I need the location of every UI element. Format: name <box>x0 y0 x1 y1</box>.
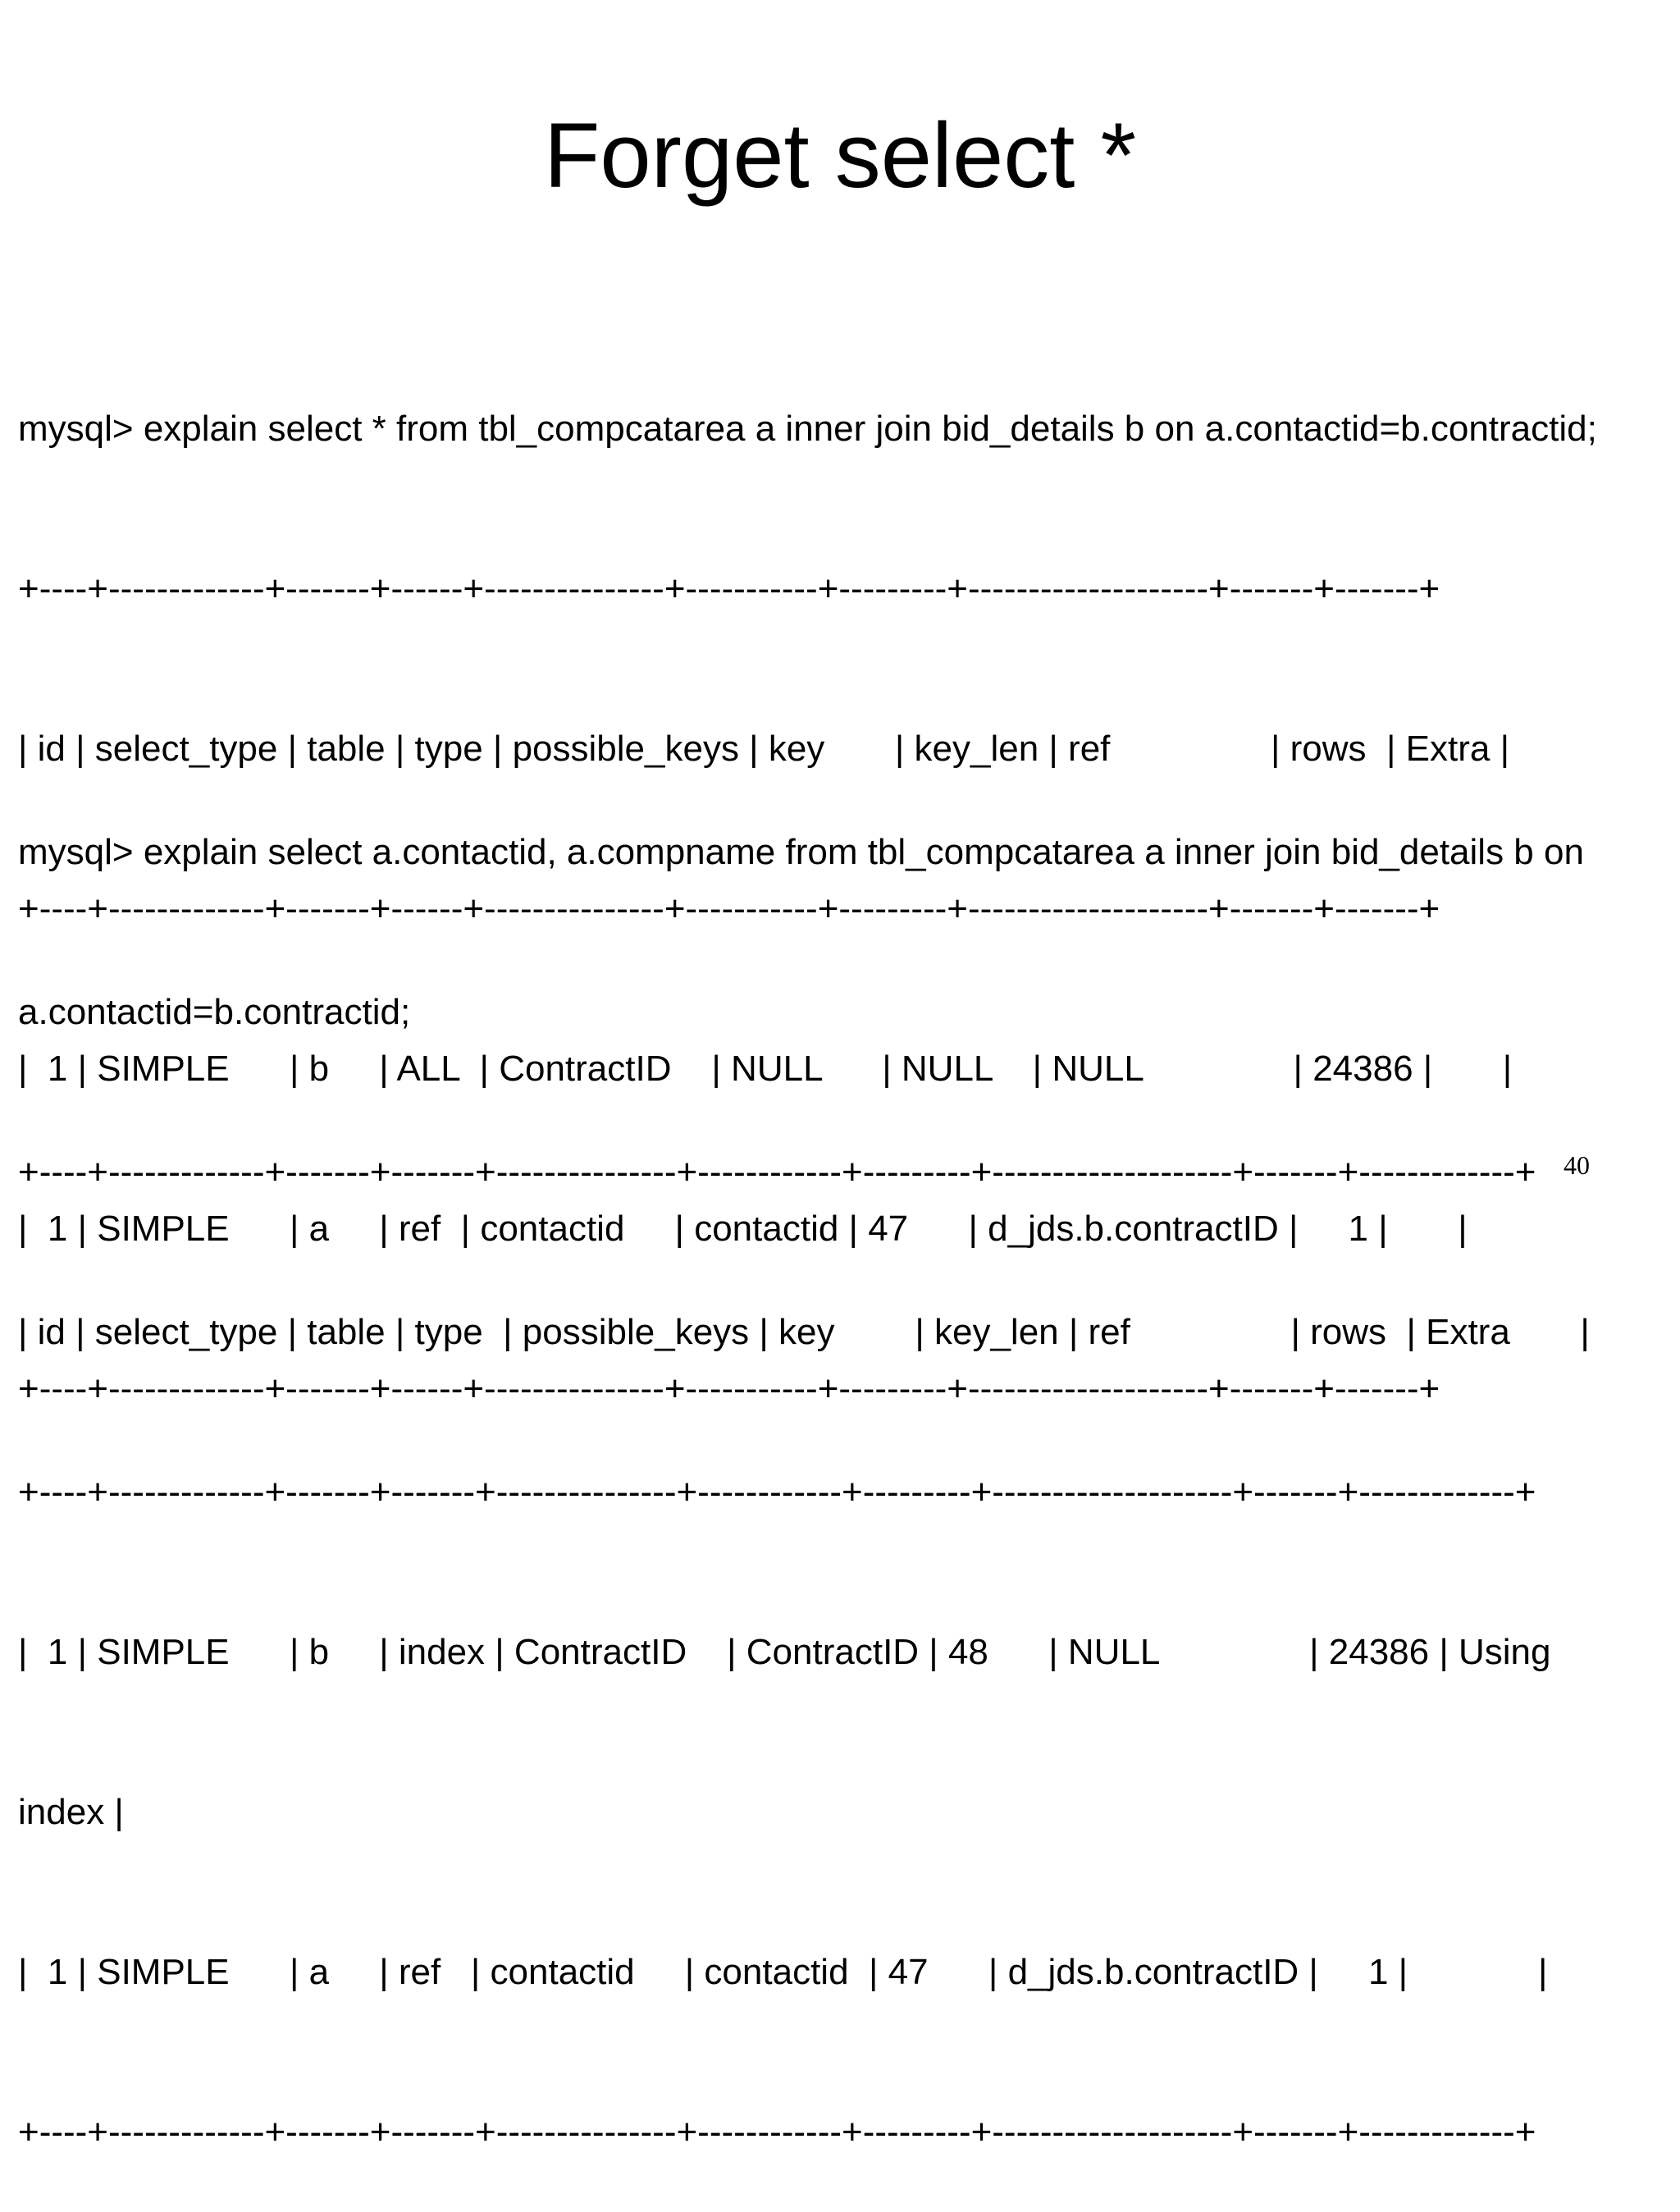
table-row-line: | 1 | SIMPLE | a | ref | contactid | contactid | 47 | d_jds.b.contractID | 1 | | <box>18 1209 1468 1249</box>
table-header-line: | id | select_type | table | type | possible_keys | key | key_len | ref | rows | Extra | <box>18 1312 1590 1352</box>
page-number: 40 <box>1564 1150 1590 1180</box>
slide-title: Forget select * <box>543 104 1137 207</box>
table-border-line: +----+-------------+-------+------+---------------+-----------+---------+--------------------+-------+-------+ <box>18 889 1440 929</box>
table-border-line: +----+-------------+-------+-------+---------------+------------+---------+--------------------+-------+-------------+ <box>18 2112 1536 2152</box>
table-row-line-wrapped: index | <box>18 1792 124 1832</box>
table-row-line: | 1 | SIMPLE | a | ref | contactid | contactid | 47 | d_jds.b.contractID | 1 | | <box>18 1952 1548 1992</box>
query-line: mysql> explain select a.contactid, a.compname from tbl_compcatarea a inner join bid_details b on <box>18 832 1584 872</box>
explain-select-columns-output <box>18 719 1590 2212</box>
table-border-line: +----+-------------+-------+-------+---------------+------------+---------+--------------------+-------+-------------+ <box>18 1472 1536 1512</box>
table-header-line: | id | select_type | table | type | possible_keys | key | key_len | ref | rows | Extra | <box>18 729 1510 769</box>
table-row-line: | 1 | SIMPLE | b | index | ContractID | ContractID | 48 | NULL | 24386 | Using <box>18 1632 1551 1672</box>
table-border-line: +----+-------------+-------+------+---------------+-----------+---------+--------------------+-------+-------+ <box>18 569 1440 609</box>
table-border-line: +----+-------------+-------+-------+---------------+------------+---------+--------------------+-------+-------------+ <box>18 1152 1536 1192</box>
query-line: mysql> explain select * from tbl_compcatarea a inner join bid_details b on a.contactid=b.contractid; <box>18 409 1597 449</box>
query-line-continued: a.contactid=b.contractid; <box>18 992 411 1032</box>
table-border-line: +----+-------------+-------+------+---------------+-----------+---------+--------------------+-------+-------+ <box>18 1369 1440 1409</box>
table-row-line: | 1 | SIMPLE | b | ALL | ContractID | NULL | NULL | NULL | 24386 | | <box>18 1049 1513 1089</box>
